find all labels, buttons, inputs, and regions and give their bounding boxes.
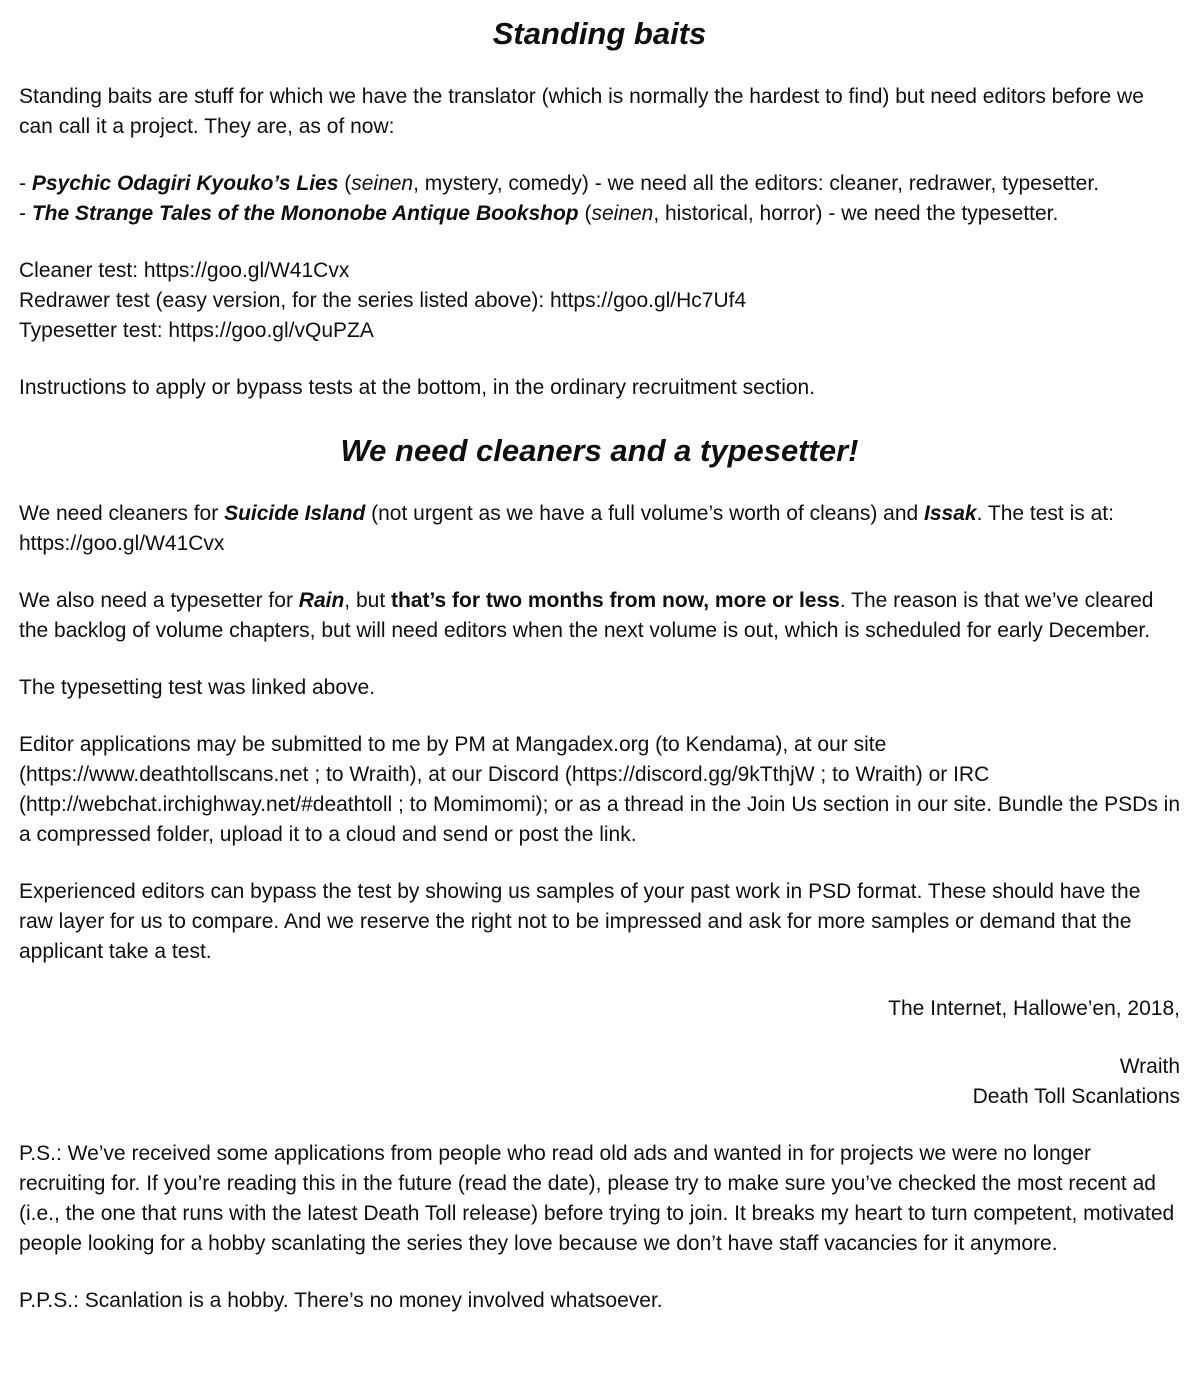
series-title: Rain	[298, 589, 345, 612]
text-segment: We also need a typesetter for	[19, 589, 299, 612]
applications-paragraph: Editor applications may be submitted to me by PM at Mangadex.org (to Kendama), at our site (https://www.deathtollscans.net ; to Wraith), at our Discord (https://discord.gg/9kTthjW ; to Wraith) or IRC (http://webchat.irchighway.net/#deathtoll ; to Momimomi); or as a thread in the Join Us section in our site. Bundle the PSDs in a compressed folder, upload it to a cloud and send or post the link.	[19, 733, 1181, 846]
intro-paragraph: Standing baits are stuff for which we have the translator (which is normally the hardest to find) but need editors before we can call it a project. They are, as of now:	[19, 85, 1144, 138]
series-title: The Strange Tales of the Mononobe Antique Bookshop	[31, 202, 579, 225]
text-segment: . The test is at: https://goo.gl/W41Cvx	[19, 502, 1114, 555]
bait-item	[19, 199, 1180, 229]
paren-open: (	[338, 172, 352, 195]
test-link-line: Cleaner test: https://goo.gl/W41Cvx	[19, 259, 350, 282]
ps-paragraph: P.S.: We’ve received some applications from people who read old ads and wanted in for projects we were no longer recruiting for. If you’re reading this in the future (read the date), please try to make sure you’ve checked the most recent ad (i.e., the one that runs with the latest Death Toll release) before trying to join. It breaks my heart to turn competent, motivated people looking for a hobby scanlating the series they love because we don’t have staff vacancies for it anymore.	[19, 1142, 1175, 1255]
series-title: Issak	[924, 502, 977, 525]
list-dash: -	[19, 172, 32, 195]
pps-paragraph: P.P.S.: Scanlation is a hobby. There’s no money involved whatsoever.	[19, 1289, 663, 1312]
text-segment: , but	[344, 589, 391, 612]
signature	[19, 1052, 1180, 1112]
paren-open: (	[578, 202, 592, 225]
signature-group: Death Toll Scanlations	[972, 1085, 1180, 1108]
bypass-paragraph: Experienced editors can bypass the test by showing us samples of your past work in PSD format. These should have the raw layer for us to compare. And we reserve the right not to be impressed and ask for more samples or demand that the applicant take a test.	[19, 880, 1141, 963]
cleaners-paragraph	[19, 499, 1180, 559]
series-title: Psychic Odagiri Kyouko’s Lies	[31, 172, 339, 195]
test-links	[19, 256, 1180, 346]
instructions-note: Instructions to apply or bypass tests at the bottom, in the ordinary recruitment section.	[19, 376, 816, 399]
text-segment: . The reason is that we’ve cleared the backlog of volume chapters, but will need editors when the next volume is out, which is scheduled for early December.	[19, 589, 1154, 642]
dateline: The Internet, Hallowe’en, 2018,	[888, 997, 1180, 1020]
list-dash: -	[19, 202, 32, 225]
test-link-line: Typesetter test: https://goo.gl/vQuPZA	[19, 319, 374, 342]
test-link-line: Redrawer test (easy version, for the series listed above): https://goo.gl/Hc7Uf4	[19, 289, 747, 312]
typesetting-note: The typesetting test was linked above.	[19, 676, 376, 699]
signature-author: Wraith	[1119, 1055, 1180, 1078]
series-title: Suicide Island	[224, 502, 366, 525]
genre-label: seinen	[351, 172, 414, 195]
typesetter-paragraph	[19, 586, 1180, 646]
text-segment: We need cleaners for	[19, 502, 225, 525]
emphasis-text: that’s for two months from now, more or less	[391, 589, 840, 612]
section-heading: We need cleaners and a typesetter!	[340, 433, 859, 468]
bait-item	[19, 169, 1180, 199]
genre-label: seinen	[591, 202, 654, 225]
bait-item-rest: , mystery, comedy) - we need all the editors: cleaner, redrawer, typesetter.	[413, 172, 1100, 195]
bait-item-rest: , historical, horror) - we need the typesetter.	[653, 202, 1059, 225]
page-title: Standing baits	[492, 16, 707, 51]
text-segment: (not urgent as we have a full volume’s worth of cleans) and	[365, 502, 925, 525]
bait-list	[19, 169, 1180, 229]
